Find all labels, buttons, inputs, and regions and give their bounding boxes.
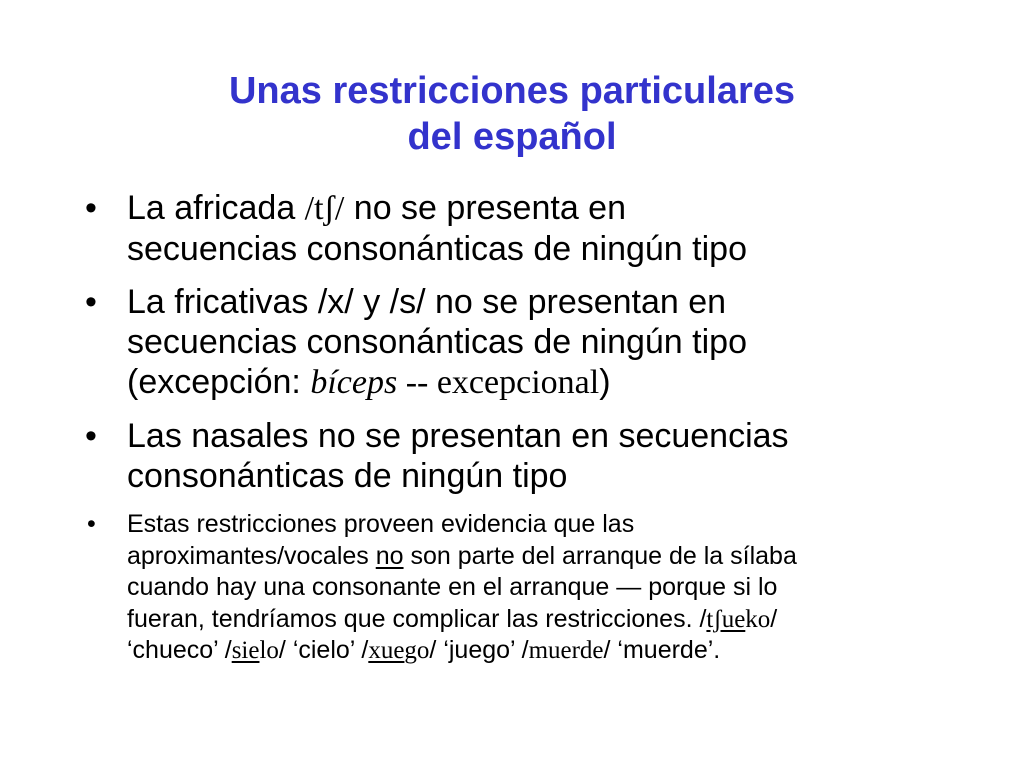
- ipa-text: /tʃ/: [304, 190, 345, 227]
- text: / ‘muerde’.: [603, 636, 721, 664]
- text: /: [770, 604, 778, 633]
- bullet-item-nasales: [85, 416, 985, 496]
- bullet-item-fricativas: [85, 282, 985, 403]
- text: ‘chueco’ /: [127, 636, 232, 664]
- bullet-line: La fricativas /x/ y /s/ no se presentan en: [127, 283, 727, 321]
- text: / ‘juego’ /: [429, 636, 529, 664]
- ipa-text: xue: [368, 637, 405, 664]
- bullet-line: secuencias consonánticas de ningún tipo: [127, 323, 747, 361]
- ipa-text: sie: [231, 637, 260, 664]
- title-line-1: Unas restricciones particulares: [228, 70, 796, 112]
- bullet-dot: •: [87, 510, 96, 538]
- ipa-text: go: [404, 637, 430, 664]
- bullet-line: [127, 635, 985, 667]
- bullet-line: cuando hay una consonante en el arranque — porque si lo: [127, 573, 778, 601]
- bullet-line: Las nasales no se presentan en secuencias: [127, 417, 789, 455]
- bullet-dot: •: [85, 417, 97, 455]
- bullet-line: [127, 188, 985, 229]
- text: aproximantes/vocales: [127, 541, 376, 570]
- text: ): [599, 363, 611, 401]
- bullet-line: consonánticas de ningún tipo: [127, 457, 568, 495]
- bullet-dot: •: [85, 283, 97, 321]
- slide-title: [0, 68, 1024, 160]
- text: son parte del arranque de la sílaba: [403, 541, 797, 570]
- ipa-text: tʃue: [706, 605, 746, 633]
- text: no se presenta en: [344, 189, 626, 227]
- bullet-line: [127, 362, 985, 403]
- bullet-line: Estas restricciones proveen evidencia que las: [127, 510, 635, 538]
- text: / ‘cielo’ /: [278, 636, 369, 664]
- bullet-item-evidencia: [85, 509, 985, 667]
- text: fueran, tendríamos que complicar las restricciones. /: [127, 604, 707, 633]
- example-word: bíceps: [310, 364, 398, 401]
- bullet-item-africada: [85, 188, 985, 269]
- bullet-line: [127, 541, 985, 573]
- ipa-text: muerde: [528, 637, 604, 664]
- text: La africada: [127, 189, 305, 227]
- title-line-2: del español: [407, 116, 617, 158]
- bullet-line: secuencias consonánticas de ningún tipo: [127, 230, 747, 268]
- ipa-text: ko: [745, 605, 771, 633]
- example-word: excepcional: [436, 364, 600, 401]
- bullet-list: [85, 188, 985, 667]
- bullet-dot: •: [85, 189, 97, 227]
- ipa-text: lo: [259, 637, 279, 664]
- bullet-line: [127, 604, 985, 636]
- text: (excepción:: [127, 363, 311, 401]
- text: --: [397, 364, 437, 401]
- emphasis-word: no: [375, 541, 404, 570]
